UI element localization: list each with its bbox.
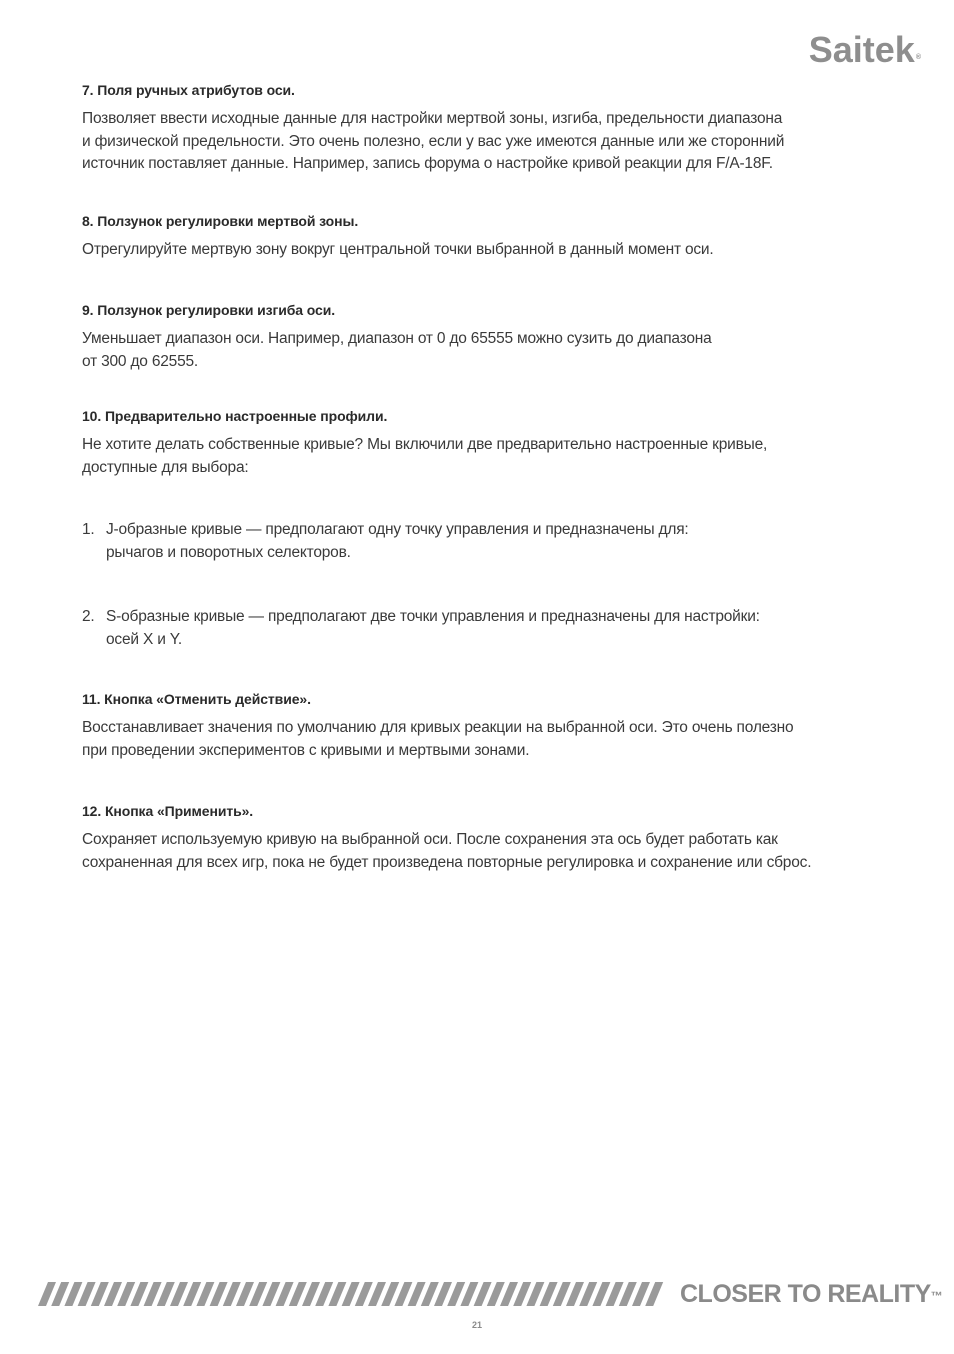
section-heading: 8. Ползунок регулировки мертвой зоны.: [82, 212, 359, 229]
paragraph-line: Уменьшает диапазон оси. Например, диапазон от 0 до 65555 можно сузить до диапазона: [82, 330, 712, 347]
list-line: осей X и Y.: [106, 630, 183, 648]
saitek-logo: [809, 30, 921, 70]
trademark-mark: ™: [930, 1289, 943, 1303]
section-8: [82, 211, 882, 262]
list-line: рычагов и поворотных селекторов.: [106, 543, 351, 561]
list-item-j-curves: [82, 519, 882, 564]
section-paragraph: [82, 328, 882, 373]
paragraph-line: Не хотите делать собственные кривые? Мы включили две предварительно настроенные кривые,: [82, 436, 768, 453]
section-paragraph: [82, 239, 882, 262]
document-body: [82, 80, 882, 874]
list-line: S-образные кривые — предполагают две точки управления и предназначены для настройки:: [106, 608, 760, 625]
section-heading: 10. Предварительно настроенные профили.: [82, 408, 388, 424]
paragraph-line: от 300 до 62555.: [82, 352, 199, 370]
section-11: [82, 689, 882, 762]
section-heading: 9. Ползунок регулировки изгиба оси.: [82, 302, 335, 318]
section-9: [82, 300, 882, 373]
section-paragraph: [82, 434, 882, 479]
section-heading: 11. Кнопка «Отменить действие».: [82, 691, 311, 707]
paragraph-line: источник поставляет данные. Например, запись форума о настройке кривой реакции для F/A-18F.: [82, 155, 773, 172]
list-number: 1.: [82, 521, 95, 538]
paragraph-line: сохраненная для всех игр, пока не будет произведена повторные регулировка и сохранение или сброс.: [82, 853, 812, 871]
page-number: 21: [471, 1320, 482, 1330]
section-heading: 7. Поля ручных атрибутов оси.: [82, 82, 295, 98]
section-10: [82, 406, 882, 479]
footer-stripe-bar: [38, 1282, 672, 1306]
paragraph-line: и физической предельности. Это очень полезно, если у вас уже имеются данные или же сторонний: [82, 132, 785, 150]
paragraph-line: Позволяет ввести исходные данные для настройки мертвой зоны, изгиба, предельности диапазона: [82, 110, 783, 127]
list-number: 2.: [82, 608, 95, 625]
section-heading: 12. Кнопка «Применить».: [82, 803, 254, 819]
logo-text: Saitek: [808, 29, 915, 70]
section-paragraph: [82, 829, 882, 874]
footer-tagline: [680, 1279, 942, 1309]
tagline-text: CLOSER TO REALITY: [680, 1280, 931, 1308]
paragraph-line: Отрегулируйте мертвую зону вокруг центральной точки выбранной в данный момент оси.: [82, 240, 714, 258]
paragraph-line: при проведении экспериментов с кривыми и мертвыми зонами.: [82, 741, 530, 759]
section-paragraph: [82, 108, 882, 176]
section-7: [82, 80, 882, 176]
paragraph-line: Сохраняет используемую кривую на выбранной оси. После сохранения эта ось будет работать как: [82, 831, 778, 848]
registered-mark: ®: [915, 54, 921, 61]
list-line: J-образные кривые — предполагают одну точку управления и предназначены для:: [106, 521, 689, 538]
paragraph-line: доступные для выбора:: [82, 458, 249, 476]
list-item-s-curves: [82, 606, 882, 651]
section-12: [82, 801, 882, 874]
section-paragraph: [82, 717, 882, 762]
paragraph-line: Восстанавливает значения по умолчанию для кривых реакции на выбранной оси. Это очень полезно: [82, 719, 794, 736]
